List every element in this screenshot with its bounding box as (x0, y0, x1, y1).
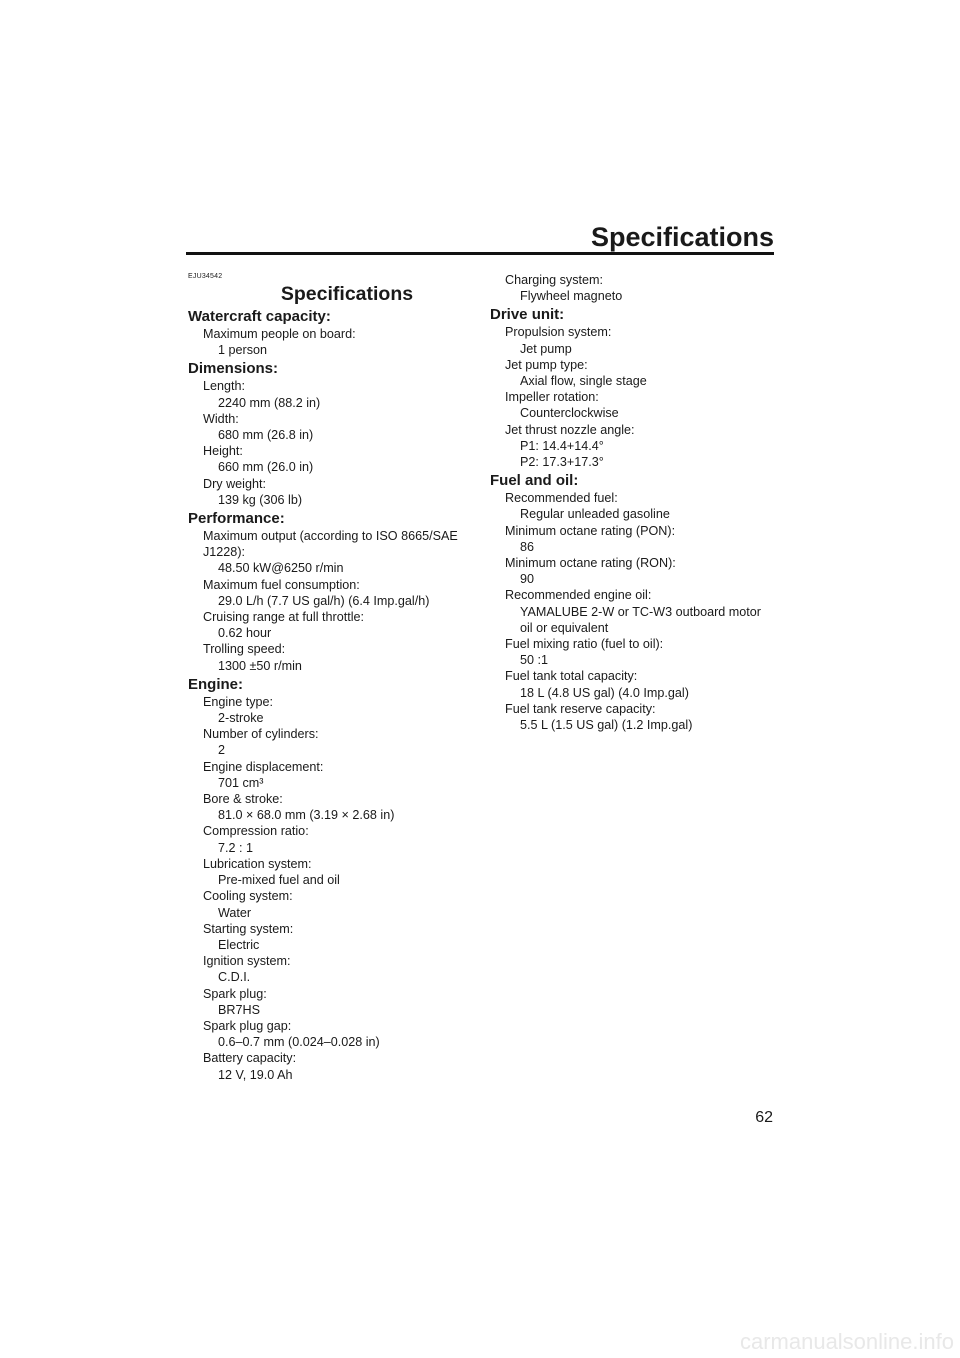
spec-item (490, 389, 780, 421)
spec-group-heading: Watercraft capacity: (188, 308, 331, 325)
spec-item (188, 641, 478, 673)
spec-label: Width: (203, 411, 239, 426)
spec-item-charging-system (490, 272, 780, 304)
spec-value: 1 person (218, 343, 268, 358)
spec-value: 29.0 L/h (7.7 US gal/h) (6.4 Imp.gal/h) (218, 593, 430, 608)
spec-value: Pre-mixed fuel and oil (218, 873, 340, 888)
spec-label: Maximum output (according to ISO 8665/SAE (203, 529, 458, 544)
spec-label: Fuel tank total capacity: (505, 669, 638, 684)
spec-label: Compression ratio: (203, 824, 309, 839)
page-header-title: Specifications (590, 222, 774, 252)
spec-item (490, 523, 780, 555)
spec-value: Water (218, 905, 252, 920)
spec-item (188, 888, 478, 920)
spec-label: Jet thrust nozzle angle: (505, 422, 635, 437)
spec-value: oil or equivalent (520, 620, 609, 635)
spec-item (188, 791, 478, 823)
spec-label: Jet pump type: (505, 357, 588, 372)
spec-label: Lubrication system: (203, 856, 312, 871)
spec-label: Minimum octane rating (PON): (505, 523, 676, 538)
spec-value: 5.5 L (1.5 US gal) (1.2 Imp.gal) (520, 718, 693, 733)
left-spec-groups (188, 307, 478, 1083)
spec-item (188, 476, 478, 508)
spec-group-heading: Performance: (188, 510, 285, 528)
spec-label: Cooling system: (203, 889, 293, 904)
spec-value: Regular unleaded gasoline (520, 507, 670, 522)
spec-label: Height: (203, 444, 243, 459)
spec-group-heading: Drive unit: (490, 306, 565, 324)
spec-label: Impeller rotation: (505, 390, 599, 405)
spec-label: Fuel tank reserve capacity: (505, 701, 656, 716)
spec-label: Number of cylinders: (203, 727, 319, 742)
spec-item (490, 555, 780, 587)
spec-label: Maximum fuel consumption: (203, 577, 360, 592)
spec-label: Trolling speed: (203, 642, 286, 657)
spec-item (490, 490, 780, 522)
spec-item (188, 726, 478, 758)
spec-label: Cruising range at full throttle: (203, 610, 365, 625)
spec-value: Electric (218, 937, 260, 952)
spec-item (490, 701, 780, 733)
spec-value: 139 kg (306 lb) (218, 492, 303, 507)
spec-item (490, 587, 780, 636)
spec-value: 0.62 hour (218, 626, 272, 641)
spec-item (188, 1018, 478, 1050)
spec-item (188, 694, 478, 726)
spec-value: 660 mm (26.0 in) (218, 460, 314, 475)
spec-value: 680 mm (26.8 in) (218, 428, 314, 443)
spec-value: 90 (520, 572, 535, 587)
spec-value: YAMALUBE 2-W or TC-W3 outboard motor (520, 604, 761, 619)
spec-value: 86 (520, 539, 535, 554)
spec-label: Fuel mixing ratio (fuel to oil): (505, 637, 664, 652)
spec-label: Charging system: (505, 273, 603, 287)
spec-value: Flywheel magneto (520, 289, 623, 304)
document-code: EJU34542 (188, 273, 223, 280)
spec-value: C.D.I. (218, 970, 251, 985)
spec-item (188, 921, 478, 953)
spec-item (188, 609, 478, 641)
spec-label: Length: (203, 379, 246, 394)
spec-value: Axial flow, single stage (520, 374, 647, 389)
spec-item (188, 411, 478, 443)
spec-item (188, 759, 478, 791)
spec-value: 18 L (4.8 US gal) (4.0 Imp.gal) (520, 685, 689, 700)
spec-value: 81.0 × 68.0 mm (3.19 × 2.68 in) (218, 808, 395, 823)
spec-item (188, 378, 478, 410)
spec-group-heading: Fuel and oil: (490, 472, 579, 490)
spec-label: Engine displacement: (203, 759, 324, 774)
spec-value: 2240 mm (88.2 in) (218, 395, 321, 410)
spec-value: 48.50 kW@6250 r/min (218, 561, 344, 576)
spec-value: 2 (218, 743, 226, 758)
spec-item (490, 422, 780, 471)
spec-label: Bore & stroke: (203, 792, 283, 807)
spec-value: 2-stroke (218, 711, 264, 726)
spec-label: Starting system: (203, 921, 294, 936)
spec-value: 50 :1 (520, 653, 549, 668)
spec-label: Propulsion system: (505, 325, 612, 340)
spec-value: Jet pump (520, 341, 572, 356)
spec-label: Battery capacity: (203, 1051, 297, 1066)
watermark: carmanualsonline.info (739, 1329, 954, 1354)
spec-item (188, 1050, 478, 1082)
spec-item (490, 357, 780, 389)
right-spec-groups (490, 305, 780, 733)
spec-item (188, 953, 478, 985)
spec-value: Counterclockwise (520, 406, 619, 421)
spec-item (188, 326, 478, 358)
spec-label: Engine type: (203, 694, 274, 709)
spec-value: 7.2 : 1 (218, 840, 254, 855)
spec-item (490, 668, 780, 700)
right-column (490, 272, 780, 733)
spec-label: Dry weight: (203, 476, 266, 491)
spec-value: 701 cm³ (218, 775, 264, 790)
spec-item (188, 986, 478, 1018)
spec-value: P1: 14.4+14.4° (520, 438, 604, 453)
spec-item (188, 577, 478, 609)
spec-group-heading: Dimensions: (188, 360, 279, 378)
spec-value: 1300 ±50 r/min (218, 658, 302, 673)
header-rule (186, 252, 774, 255)
spec-value: BR7HS (218, 1002, 260, 1017)
spec-item (188, 443, 478, 475)
spec-value: 12 V, 19.0 Ah (218, 1067, 293, 1082)
spec-item (188, 528, 478, 577)
left-column (188, 272, 478, 1083)
spec-item (490, 324, 780, 356)
spec-label: Spark plug: (203, 986, 267, 1001)
spec-value: 0.6–0.7 mm (0.024–0.028 in) (218, 1035, 380, 1050)
spec-item (188, 823, 478, 855)
spec-value: P2: 17.3+17.3° (520, 455, 604, 470)
spec-label: Spark plug gap: (203, 1018, 292, 1033)
spec-item (490, 636, 780, 668)
spec-label: Recommended engine oil: (505, 588, 652, 603)
spec-label-continued: J1228): (203, 545, 246, 560)
section-title: Specifications (280, 283, 414, 305)
spec-label: Recommended fuel: (505, 491, 618, 506)
spec-label: Minimum octane rating (RON): (505, 556, 676, 571)
spec-label: Ignition system: (203, 954, 291, 969)
spec-group-heading: Engine: (188, 675, 243, 693)
spec-item (188, 856, 478, 888)
page-number: 62 (755, 1109, 773, 1126)
spec-label: Maximum people on board: (203, 327, 356, 341)
